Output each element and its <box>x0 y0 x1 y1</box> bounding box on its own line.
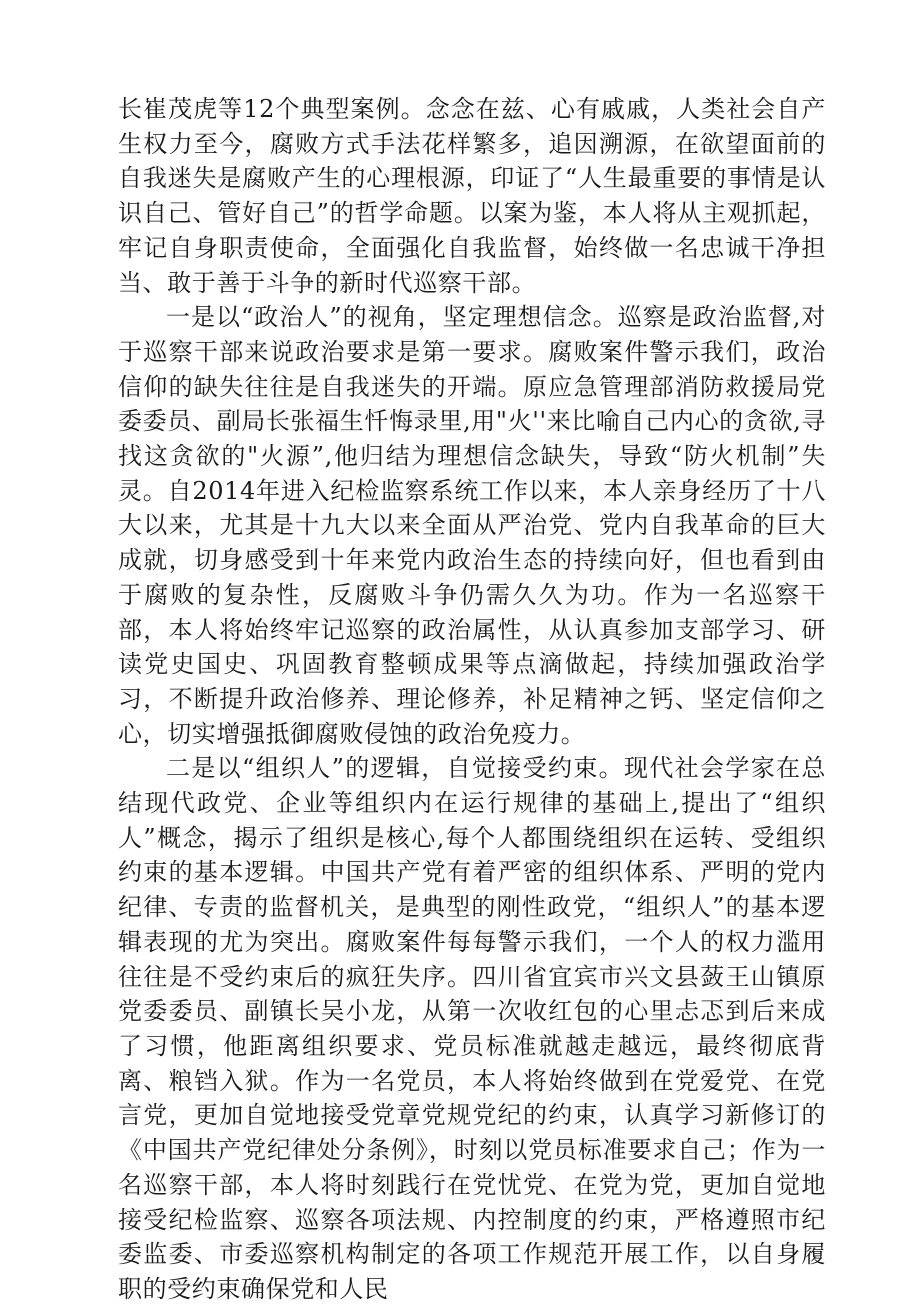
paragraph-political-person: 一是以“政治人”的视角，坚定理想信念。巡察是政治监督,对于巡察干部来说政治要求是第一要求。腐败案件警示我们，政治信仰的缺失往往是自我迷失的开端。原应急管理部消防救援局党委委员、副局长张福生忏悔录里,用"火''来比喻自己内心的贪欲,寻找这贪欲的"火源”,他归结为理想信念缺失，导致“防火机制”失灵。自2014年进入纪检监察系统工作以来，本人亲身经历了十八大以来，尤其是十九大以来全面从严治党、党内自我革命的巨大成就，切身感受到十年来党内政治生态的持续向好，但也看到由于腐败的复杂性，反腐败斗争仍需久久为功。作为一名巡察干部，本人将始终牢记巡察的政治属性，从认真参加支部学习、研读党史国史、巩固教育整顿成果等点滴做起，持续加强政治学习，不断提升政治修养、理论修养，补足精神之钙、坚定信仰之心，切实增强抵御腐败侵蚀的政治免疫力。 <box>118 303 826 748</box>
document-body <box>118 92 826 1307</box>
paragraph-intro: 长崔茂虎等12个典型案例。念念在兹、心有戚戚，人类社会自产生权力至今，腐败方式手法花样繁多，追因溯源，在欲望面前的自我迷失是腐败产生的心理根源，印证了“人生最重要的事情是认识自己、管好自己”的哲学命题。以案为鉴，本人将从主观抓起，牢记自身职责使命，全面强化自我监督，始终做一名忠诚干净担当、敢于善于斗争的新时代巡察干部。 <box>118 95 826 297</box>
paragraph-organization-person: 二是以“组织人”的逻辑，自觉接受约束。现代社会学家在总结现代政党、企业等组织内在运行规律的基础上,提出了“组织人”概念，揭示了组织是核心,每个人都围绕组织在运转、受组织约束的基本逻辑。中国共产党有着严密的组织体系、严明的党内纪律、专责的监督机关，是典型的刚性政党，“组织人”的基本逻辑表现的尤为突出。腐败案件每每警示我们，一个人的权力滥用往往是不受约束后的疯狂失序。四川省宜宾市兴文县蔹王山镇原党委委员、副镇长吴小龙，从第一次收红包的心里忐忑到后来成了习惯，他距离组织要求、党员标准就越走越远，最终彻底背离、粮铛入狱。作为一名党员，本人将始终做到在党爱党、在党言党，更加自觉地接受党章党规党纪的约束，认真学习新修订的《中国共产党纪律处分条例》，时刻以党员标准要求自己；作为一名巡察干部，本人将时刻践行在党忧党、在党为党，更加自觉地接受纪检监察、巡察各项法规、内控制度的约束，严格遵照市纪委监委、市委巡察机构制定的各项工作规范开展工作，以自身履职的受约束确保党和人民 <box>118 754 826 1303</box>
